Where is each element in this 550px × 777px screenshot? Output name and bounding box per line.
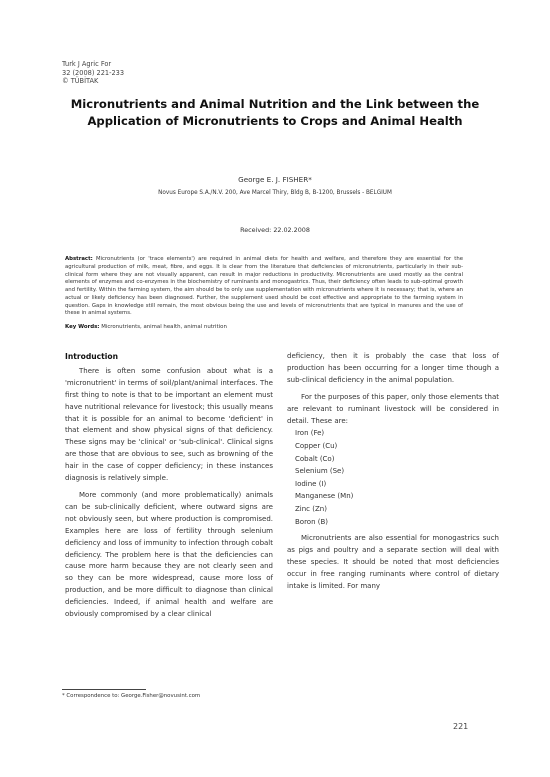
footnote: * Correspondence to: George.Fisher@novusint.com (62, 693, 201, 699)
paper-title (40, 96, 510, 130)
paragraph: deficiency, then it is probably the case that loss of production has been occurring for a longer time though a sub-clinical deficiency in the animal population. (287, 352, 499, 384)
affiliation: Novus Europe S.A./N.V. 200, Ave Marcel Thiry, Bldg B, B-1200, Brussels - BELGIUM (158, 190, 392, 196)
section-heading-introduction: Introduction (65, 352, 119, 361)
title-line-2: Application of Micronutrients to Crops and Animal Health (87, 114, 463, 128)
journal-volume: 32 (2008) 221-233 (62, 68, 125, 77)
paragraph: More commonly (and more problematically) animals can be sub-clinically deficient, where outward signs are not obviously seen, but where production is compromised. Examples here are loss of fertility through selenium deficiency and loss of immunity to infection through cobalt deficiency. The problem here is that the deficiencies can cause more harm because they are not clearly seen and so they can be more widespread, cause more loss of production, and be more difficult to diagnose than clinical deficiencies. Indeed, if animal health and welfare are obviously compromised by a clear clinical (65, 490, 273, 619)
paragraph: Micronutrients are also essential for monogastrics such as pigs and poultry and a separate section will deal with these species. It should be noted that most deficiencies occur in free ranging ruminants where control of dietary intake is limited. For many (287, 534, 499, 590)
column-right (287, 351, 499, 593)
element-item: Selenium (Se) (295, 467, 345, 476)
received-date: Received: 22.02.2008 (240, 226, 310, 234)
author: George E. J. FISHER* (238, 175, 312, 184)
element-item: Iodine (I) (295, 479, 327, 488)
title-line-1: Micronutrients and Animal Nutrition and the Link between the (70, 97, 480, 111)
journal-copyright: © TÜBİTAK (62, 77, 99, 86)
element-item: Copper (Cu) (295, 442, 338, 451)
abstract-text: Micronutrients (or 'trace elements') are required in animal diets for health and welfare, and therefore they are essential for the agricultural production of milk, meat, fibre, and eggs. It is clear from the literature that deficiencies of micronutrients, particularly in their sub-clinical form where they are not visually apparent, can result in major reductions in productivity. Micronutrients are used mostly as the central elements of enzymes and co-enzymes in the biochemistry of ruminants and monogastrics. Thus, their deficiency often leads to sub-optimal growth and fertility. Within the farming system, the aim should be to only use supplementation with micronutrients where it is necessary; that is, where an actual or likely deficiency has been diagnosed. Further, the supplement used should be cost effective and appropriate to the farming system in question. Gaps in knowledge still remain, the most obvious being the use and levels of micronutrients that are typical in manures and the use of these in animal systems. (65, 256, 463, 317)
element-item: Cobalt (Co) (295, 454, 335, 463)
element-item: Iron (Fe) (295, 429, 325, 438)
keywords-label: Key Words: (65, 324, 100, 330)
footnote-divider (62, 689, 146, 690)
paragraph: For the purposes of this paper, only those elements that are relevant to ruminant livestock will be considered in detail. These are: (287, 392, 499, 425)
keywords-text: Micronutrients, animal health, animal nutrition (101, 324, 227, 330)
column-left (65, 351, 273, 621)
element-item: Manganese (Mn) (295, 492, 354, 501)
abstract-label: Abstract: (65, 256, 93, 262)
journal-info (62, 60, 124, 86)
journal-name: Turk J Agric For (62, 60, 112, 68)
element-item: Boron (B) (295, 517, 329, 526)
element-item: Zinc (Zn) (295, 505, 327, 513)
keywords (65, 324, 463, 330)
page-number: 221 (453, 722, 469, 731)
abstract (65, 256, 463, 318)
paragraph: There is often some confusion about what is a 'micronutrient' in terms of soil/plant/animal interfaces. The first thing to note is that to be important an element must have nutritional relevance for livestock; this usually means that it is possible for an animal to become 'deficient' in that element and show physical signs of that deficiency. These signs may be 'clinical' or 'sub-clinical'. Clinical signs are those that are obvious to see, such as browning of the hair in the case of copper deficiency; in these instances diagnosis is relatively simple. (65, 366, 273, 483)
